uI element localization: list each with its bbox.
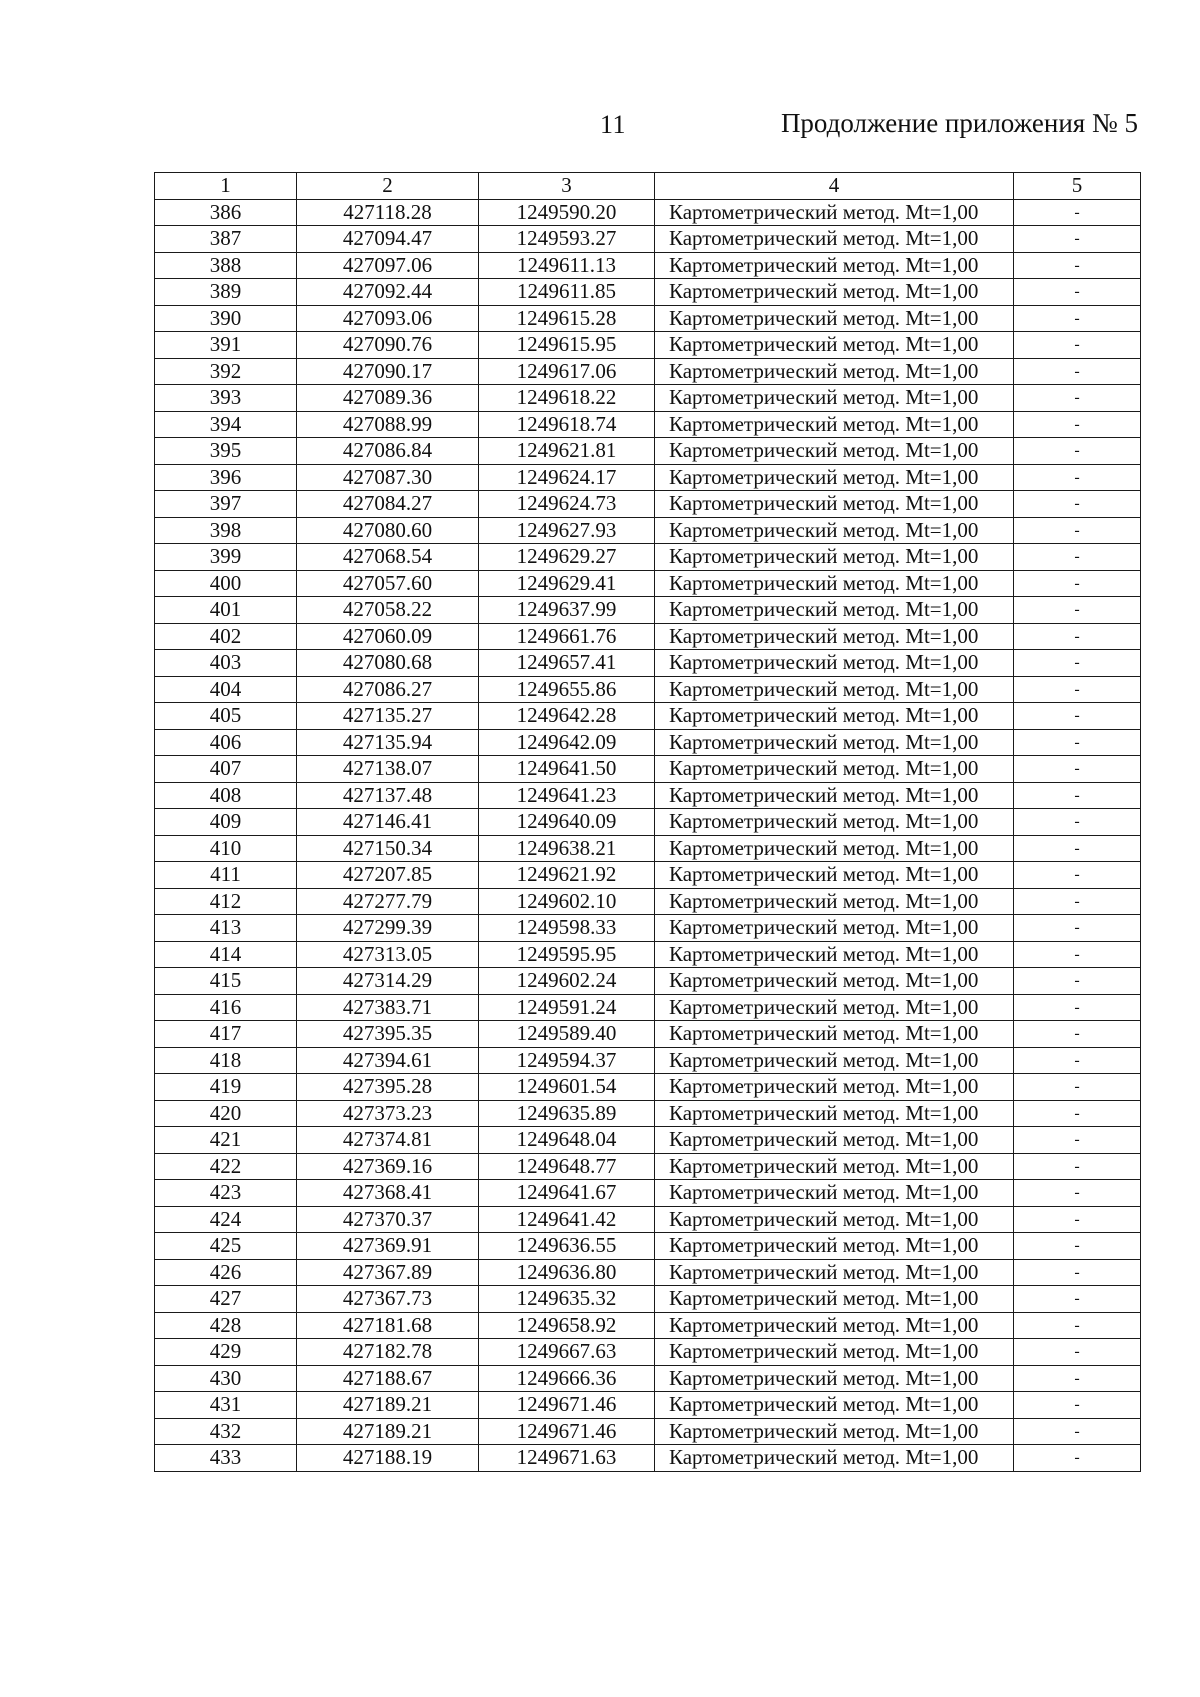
x-coordinate-cell: 427368.41 (297, 1180, 479, 1207)
method-cell: Картометрический метод. Mt=1,00 (655, 1286, 1014, 1313)
x-coordinate-cell: 427313.05 (297, 941, 479, 968)
y-coordinate-cell: 1249621.92 (479, 862, 655, 889)
point-number-cell: 415 (155, 968, 297, 995)
method-cell: Картометрический метод. Mt=1,00 (655, 385, 1014, 412)
y-coordinate-cell: 1249666.36 (479, 1365, 655, 1392)
point-number-cell: 401 (155, 597, 297, 624)
note-cell: - (1014, 650, 1141, 677)
y-coordinate-cell: 1249658.92 (479, 1312, 655, 1339)
note-cell: - (1014, 517, 1141, 544)
y-coordinate-cell: 1249641.67 (479, 1180, 655, 1207)
y-coordinate-cell: 1249627.93 (479, 517, 655, 544)
point-number-cell: 405 (155, 703, 297, 730)
note-cell: - (1014, 809, 1141, 836)
y-coordinate-cell: 1249602.24 (479, 968, 655, 995)
y-coordinate-cell: 1249602.10 (479, 888, 655, 915)
note-cell: - (1014, 1153, 1141, 1180)
note-cell: - (1014, 1233, 1141, 1260)
y-coordinate-cell: 1249636.55 (479, 1233, 655, 1260)
y-coordinate-cell: 1249629.41 (479, 570, 655, 597)
y-coordinate-cell: 1249641.23 (479, 782, 655, 809)
y-coordinate-cell: 1249624.73 (479, 491, 655, 518)
table-row (155, 968, 1141, 995)
x-coordinate-cell: 427135.94 (297, 729, 479, 756)
method-cell: Картометрический метод. Mt=1,00 (655, 650, 1014, 677)
x-coordinate-cell: 427097.06 (297, 252, 479, 279)
method-cell: Картометрический метод. Mt=1,00 (655, 199, 1014, 226)
point-number-cell: 420 (155, 1100, 297, 1127)
note-cell: - (1014, 464, 1141, 491)
y-coordinate-cell: 1249641.42 (479, 1206, 655, 1233)
table-row (155, 1445, 1141, 1472)
method-cell: Картометрический метод. Mt=1,00 (655, 226, 1014, 253)
point-number-cell: 397 (155, 491, 297, 518)
note-cell: - (1014, 279, 1141, 306)
x-coordinate-cell: 427383.71 (297, 994, 479, 1021)
table-row (155, 756, 1141, 783)
note-cell: - (1014, 703, 1141, 730)
table-row (155, 305, 1141, 332)
table-row (155, 226, 1141, 253)
method-cell: Картометрический метод. Mt=1,00 (655, 862, 1014, 889)
point-number-cell: 400 (155, 570, 297, 597)
x-coordinate-cell: 427370.37 (297, 1206, 479, 1233)
x-coordinate-cell: 427181.68 (297, 1312, 479, 1339)
table-row (155, 199, 1141, 226)
y-coordinate-cell: 1249642.28 (479, 703, 655, 730)
x-coordinate-cell: 427189.21 (297, 1392, 479, 1419)
y-coordinate-cell: 1249635.32 (479, 1286, 655, 1313)
method-cell: Картометрический метод. Mt=1,00 (655, 1100, 1014, 1127)
x-coordinate-cell: 427369.16 (297, 1153, 479, 1180)
y-coordinate-cell: 1249624.17 (479, 464, 655, 491)
x-coordinate-cell: 427135.27 (297, 703, 479, 730)
x-coordinate-cell: 427060.09 (297, 623, 479, 650)
x-coordinate-cell: 427080.68 (297, 650, 479, 677)
point-number-cell: 398 (155, 517, 297, 544)
method-cell: Картометрический метод. Mt=1,00 (655, 491, 1014, 518)
table-row (155, 676, 1141, 703)
x-coordinate-cell: 427394.61 (297, 1047, 479, 1074)
table-row (155, 1312, 1141, 1339)
y-coordinate-cell: 1249615.95 (479, 332, 655, 359)
method-cell: Картометрический метод. Mt=1,00 (655, 544, 1014, 571)
table-row (155, 835, 1141, 862)
method-cell: Картометрический метод. Mt=1,00 (655, 994, 1014, 1021)
table-row (155, 915, 1141, 942)
x-coordinate-cell: 427089.36 (297, 385, 479, 412)
note-cell: - (1014, 1418, 1141, 1445)
method-cell: Картометрический метод. Mt=1,00 (655, 1206, 1014, 1233)
y-coordinate-cell: 1249601.54 (479, 1074, 655, 1101)
point-number-cell: 388 (155, 252, 297, 279)
y-coordinate-cell: 1249648.04 (479, 1127, 655, 1154)
table-row (155, 385, 1141, 412)
note-cell: - (1014, 199, 1141, 226)
x-coordinate-cell: 427374.81 (297, 1127, 479, 1154)
table-row (155, 1339, 1141, 1366)
y-coordinate-cell: 1249655.86 (479, 676, 655, 703)
x-coordinate-cell: 427369.91 (297, 1233, 479, 1260)
method-cell: Картометрический метод. Mt=1,00 (655, 1047, 1014, 1074)
method-cell: Картометрический метод. Mt=1,00 (655, 676, 1014, 703)
x-coordinate-cell: 427373.23 (297, 1100, 479, 1127)
y-coordinate-cell: 1249667.63 (479, 1339, 655, 1366)
table-row (155, 491, 1141, 518)
note-cell: - (1014, 385, 1141, 412)
y-coordinate-cell: 1249642.09 (479, 729, 655, 756)
table-row (155, 570, 1141, 597)
point-number-cell: 414 (155, 941, 297, 968)
point-number-cell: 387 (155, 226, 297, 253)
y-coordinate-cell: 1249636.80 (479, 1259, 655, 1286)
method-cell: Картометрический метод. Mt=1,00 (655, 279, 1014, 306)
point-number-cell: 389 (155, 279, 297, 306)
table-row (155, 941, 1141, 968)
table-row (155, 1259, 1141, 1286)
y-coordinate-cell: 1249671.63 (479, 1445, 655, 1472)
table-row (155, 358, 1141, 385)
note-cell: - (1014, 1365, 1141, 1392)
point-number-cell: 433 (155, 1445, 297, 1472)
table-row (155, 597, 1141, 624)
method-cell: Картометрический метод. Mt=1,00 (655, 1339, 1014, 1366)
x-coordinate-cell: 427299.39 (297, 915, 479, 942)
y-coordinate-cell: 1249641.50 (479, 756, 655, 783)
x-coordinate-cell: 427080.60 (297, 517, 479, 544)
note-cell: - (1014, 1286, 1141, 1313)
y-coordinate-cell: 1249589.40 (479, 1021, 655, 1048)
method-cell: Картометрический метод. Mt=1,00 (655, 358, 1014, 385)
table-row (155, 703, 1141, 730)
page-header-title: Продолжение приложения № 5 (780, 108, 1138, 138)
point-number-cell: 426 (155, 1259, 297, 1286)
point-number-cell: 411 (155, 862, 297, 889)
method-cell: Картометрический метод. Mt=1,00 (655, 411, 1014, 438)
table-row (155, 464, 1141, 491)
point-number-cell: 399 (155, 544, 297, 571)
y-coordinate-cell: 1249593.27 (479, 226, 655, 253)
table-row (155, 1180, 1141, 1207)
note-cell: - (1014, 1021, 1141, 1048)
note-cell: - (1014, 782, 1141, 809)
point-number-cell: 393 (155, 385, 297, 412)
note-cell: - (1014, 1259, 1141, 1286)
method-cell: Картометрический метод. Mt=1,00 (655, 1365, 1014, 1392)
x-coordinate-cell: 427367.89 (297, 1259, 479, 1286)
method-cell: Картометрический метод. Mt=1,00 (655, 729, 1014, 756)
table-row (155, 1074, 1141, 1101)
point-number-cell: 428 (155, 1312, 297, 1339)
y-coordinate-cell: 1249611.85 (479, 279, 655, 306)
point-number-cell: 413 (155, 915, 297, 942)
point-number-cell: 412 (155, 888, 297, 915)
note-cell: - (1014, 1127, 1141, 1154)
x-coordinate-cell: 427088.99 (297, 411, 479, 438)
note-cell: - (1014, 1392, 1141, 1419)
method-cell: Картометрический метод. Mt=1,00 (655, 252, 1014, 279)
table-row (155, 1418, 1141, 1445)
point-number-cell: 416 (155, 994, 297, 1021)
x-coordinate-cell: 427314.29 (297, 968, 479, 995)
note-cell: - (1014, 597, 1141, 624)
method-cell: Картометрический метод. Mt=1,00 (655, 809, 1014, 836)
method-cell: Картометрический метод. Mt=1,00 (655, 968, 1014, 995)
note-cell: - (1014, 1339, 1141, 1366)
note-cell: - (1014, 570, 1141, 597)
x-coordinate-cell: 427189.21 (297, 1418, 479, 1445)
y-coordinate-cell: 1249629.27 (479, 544, 655, 571)
note-cell: - (1014, 968, 1141, 995)
table-row (155, 517, 1141, 544)
point-number-cell: 427 (155, 1286, 297, 1313)
method-cell: Картометрический метод. Mt=1,00 (655, 1153, 1014, 1180)
method-cell: Картометрический метод. Mt=1,00 (655, 782, 1014, 809)
method-cell: Картометрический метод. Mt=1,00 (655, 1233, 1014, 1260)
method-cell: Картометрический метод. Mt=1,00 (655, 517, 1014, 544)
point-number-cell: 429 (155, 1339, 297, 1366)
point-number-cell: 410 (155, 835, 297, 862)
y-coordinate-cell: 1249618.74 (479, 411, 655, 438)
table-row (155, 862, 1141, 889)
note-cell: - (1014, 305, 1141, 332)
y-coordinate-cell: 1249618.22 (479, 385, 655, 412)
table-row (155, 332, 1141, 359)
table-body (155, 199, 1141, 1471)
point-number-cell: 392 (155, 358, 297, 385)
table-row (155, 1100, 1141, 1127)
note-cell: - (1014, 438, 1141, 465)
y-coordinate-cell: 1249595.95 (479, 941, 655, 968)
y-coordinate-cell: 1249637.99 (479, 597, 655, 624)
note-cell: - (1014, 252, 1141, 279)
method-cell: Картометрический метод. Mt=1,00 (655, 1074, 1014, 1101)
method-cell: Картометрический метод. Mt=1,00 (655, 1312, 1014, 1339)
point-number-cell: 391 (155, 332, 297, 359)
table-row (155, 1127, 1141, 1154)
method-cell: Картометрический метод. Mt=1,00 (655, 305, 1014, 332)
point-number-cell: 407 (155, 756, 297, 783)
method-cell: Картометрический метод. Mt=1,00 (655, 1180, 1014, 1207)
method-cell: Картометрический метод. Mt=1,00 (655, 703, 1014, 730)
point-number-cell: 394 (155, 411, 297, 438)
note-cell: - (1014, 1445, 1141, 1472)
y-coordinate-cell: 1249671.46 (479, 1392, 655, 1419)
coordinates-table (154, 172, 1141, 1472)
point-number-cell: 423 (155, 1180, 297, 1207)
table-row (155, 1206, 1141, 1233)
note-cell: - (1014, 994, 1141, 1021)
method-cell: Картометрический метод. Mt=1,00 (655, 438, 1014, 465)
column-header-2: 2 (297, 173, 479, 200)
note-cell: - (1014, 756, 1141, 783)
point-number-cell: 421 (155, 1127, 297, 1154)
method-cell: Картометрический метод. Mt=1,00 (655, 1259, 1014, 1286)
table-row (155, 411, 1141, 438)
column-header-3: 3 (479, 173, 655, 200)
point-number-cell: 404 (155, 676, 297, 703)
note-cell: - (1014, 544, 1141, 571)
table-row (155, 809, 1141, 836)
note-cell: - (1014, 676, 1141, 703)
y-coordinate-cell: 1249638.21 (479, 835, 655, 862)
x-coordinate-cell: 427084.27 (297, 491, 479, 518)
y-coordinate-cell: 1249661.76 (479, 623, 655, 650)
note-cell: - (1014, 1047, 1141, 1074)
x-coordinate-cell: 427118.28 (297, 199, 479, 226)
method-cell: Картометрический метод. Mt=1,00 (655, 623, 1014, 650)
column-header-1: 1 (155, 173, 297, 200)
point-number-cell: 408 (155, 782, 297, 809)
table-row (155, 1365, 1141, 1392)
x-coordinate-cell: 427092.44 (297, 279, 479, 306)
x-coordinate-cell: 427094.47 (297, 226, 479, 253)
x-coordinate-cell: 427395.35 (297, 1021, 479, 1048)
method-cell: Картометрический метод. Mt=1,00 (655, 888, 1014, 915)
table-row (155, 729, 1141, 756)
note-cell: - (1014, 1074, 1141, 1101)
x-coordinate-cell: 427395.28 (297, 1074, 479, 1101)
table-header (155, 173, 1141, 200)
method-cell: Картометрический метод. Mt=1,00 (655, 1021, 1014, 1048)
x-coordinate-cell: 427146.41 (297, 809, 479, 836)
method-cell: Картометрический метод. Mt=1,00 (655, 464, 1014, 491)
point-number-cell: 419 (155, 1074, 297, 1101)
x-coordinate-cell: 427188.19 (297, 1445, 479, 1472)
note-cell: - (1014, 1312, 1141, 1339)
table-row (155, 782, 1141, 809)
table-row (155, 1286, 1141, 1313)
method-cell: Картометрический метод. Mt=1,00 (655, 1392, 1014, 1419)
y-coordinate-cell: 1249611.13 (479, 252, 655, 279)
x-coordinate-cell: 427086.84 (297, 438, 479, 465)
note-cell: - (1014, 332, 1141, 359)
method-cell: Картометрический метод. Mt=1,00 (655, 1418, 1014, 1445)
y-coordinate-cell: 1249617.06 (479, 358, 655, 385)
table-row (155, 994, 1141, 1021)
point-number-cell: 431 (155, 1392, 297, 1419)
point-number-cell: 406 (155, 729, 297, 756)
point-number-cell: 422 (155, 1153, 297, 1180)
table-row (155, 438, 1141, 465)
table-row (155, 279, 1141, 306)
table-row (155, 1047, 1141, 1074)
method-cell: Картометрический метод. Mt=1,00 (655, 570, 1014, 597)
table-row (155, 888, 1141, 915)
y-coordinate-cell: 1249648.77 (479, 1153, 655, 1180)
x-coordinate-cell: 427093.06 (297, 305, 479, 332)
note-cell: - (1014, 729, 1141, 756)
note-cell: - (1014, 835, 1141, 862)
point-number-cell: 396 (155, 464, 297, 491)
point-number-cell: 403 (155, 650, 297, 677)
point-number-cell: 386 (155, 199, 297, 226)
table-row (155, 544, 1141, 571)
x-coordinate-cell: 427182.78 (297, 1339, 479, 1366)
method-cell: Картометрический метод. Mt=1,00 (655, 835, 1014, 862)
x-coordinate-cell: 427277.79 (297, 888, 479, 915)
table-row (155, 623, 1141, 650)
x-coordinate-cell: 427090.76 (297, 332, 479, 359)
method-cell: Картометрический метод. Mt=1,00 (655, 915, 1014, 942)
y-coordinate-cell: 1249635.89 (479, 1100, 655, 1127)
method-cell: Картометрический метод. Mt=1,00 (655, 1127, 1014, 1154)
point-number-cell: 432 (155, 1418, 297, 1445)
x-coordinate-cell: 427138.07 (297, 756, 479, 783)
note-cell: - (1014, 941, 1141, 968)
note-cell: - (1014, 226, 1141, 253)
table-row (155, 252, 1141, 279)
note-cell: - (1014, 1180, 1141, 1207)
point-number-cell: 409 (155, 809, 297, 836)
y-coordinate-cell: 1249591.24 (479, 994, 655, 1021)
column-header-4: 4 (655, 173, 1014, 200)
x-coordinate-cell: 427137.48 (297, 782, 479, 809)
x-coordinate-cell: 427068.54 (297, 544, 479, 571)
x-coordinate-cell: 427086.27 (297, 676, 479, 703)
y-coordinate-cell: 1249657.41 (479, 650, 655, 677)
note-cell: - (1014, 358, 1141, 385)
y-coordinate-cell: 1249671.46 (479, 1418, 655, 1445)
method-cell: Картометрический метод. Mt=1,00 (655, 1445, 1014, 1472)
column-header-5: 5 (1014, 173, 1141, 200)
table-row (155, 1021, 1141, 1048)
method-cell: Картометрический метод. Mt=1,00 (655, 332, 1014, 359)
x-coordinate-cell: 427367.73 (297, 1286, 479, 1313)
x-coordinate-cell: 427207.85 (297, 862, 479, 889)
point-number-cell: 402 (155, 623, 297, 650)
table-row (155, 1392, 1141, 1419)
y-coordinate-cell: 1249615.28 (479, 305, 655, 332)
x-coordinate-cell: 427188.67 (297, 1365, 479, 1392)
method-cell: Картометрический метод. Mt=1,00 (655, 756, 1014, 783)
table-row (155, 650, 1141, 677)
note-cell: - (1014, 1100, 1141, 1127)
note-cell: - (1014, 888, 1141, 915)
x-coordinate-cell: 427057.60 (297, 570, 479, 597)
note-cell: - (1014, 491, 1141, 518)
note-cell: - (1014, 411, 1141, 438)
point-number-cell: 418 (155, 1047, 297, 1074)
page-number: 11 (600, 110, 627, 139)
x-coordinate-cell: 427090.17 (297, 358, 479, 385)
y-coordinate-cell: 1249640.09 (479, 809, 655, 836)
method-cell: Картометрический метод. Mt=1,00 (655, 597, 1014, 624)
x-coordinate-cell: 427150.34 (297, 835, 479, 862)
y-coordinate-cell: 1249590.20 (479, 199, 655, 226)
x-coordinate-cell: 427087.30 (297, 464, 479, 491)
table-header-row (155, 173, 1141, 200)
method-cell: Картометрический метод. Mt=1,00 (655, 941, 1014, 968)
point-number-cell: 390 (155, 305, 297, 332)
x-coordinate-cell: 427058.22 (297, 597, 479, 624)
table-row (155, 1233, 1141, 1260)
point-number-cell: 424 (155, 1206, 297, 1233)
note-cell: - (1014, 862, 1141, 889)
table-row (155, 1153, 1141, 1180)
note-cell: - (1014, 623, 1141, 650)
note-cell: - (1014, 1206, 1141, 1233)
point-number-cell: 425 (155, 1233, 297, 1260)
point-number-cell: 430 (155, 1365, 297, 1392)
y-coordinate-cell: 1249621.81 (479, 438, 655, 465)
note-cell: - (1014, 915, 1141, 942)
y-coordinate-cell: 1249598.33 (479, 915, 655, 942)
point-number-cell: 417 (155, 1021, 297, 1048)
point-number-cell: 395 (155, 438, 297, 465)
y-coordinate-cell: 1249594.37 (479, 1047, 655, 1074)
